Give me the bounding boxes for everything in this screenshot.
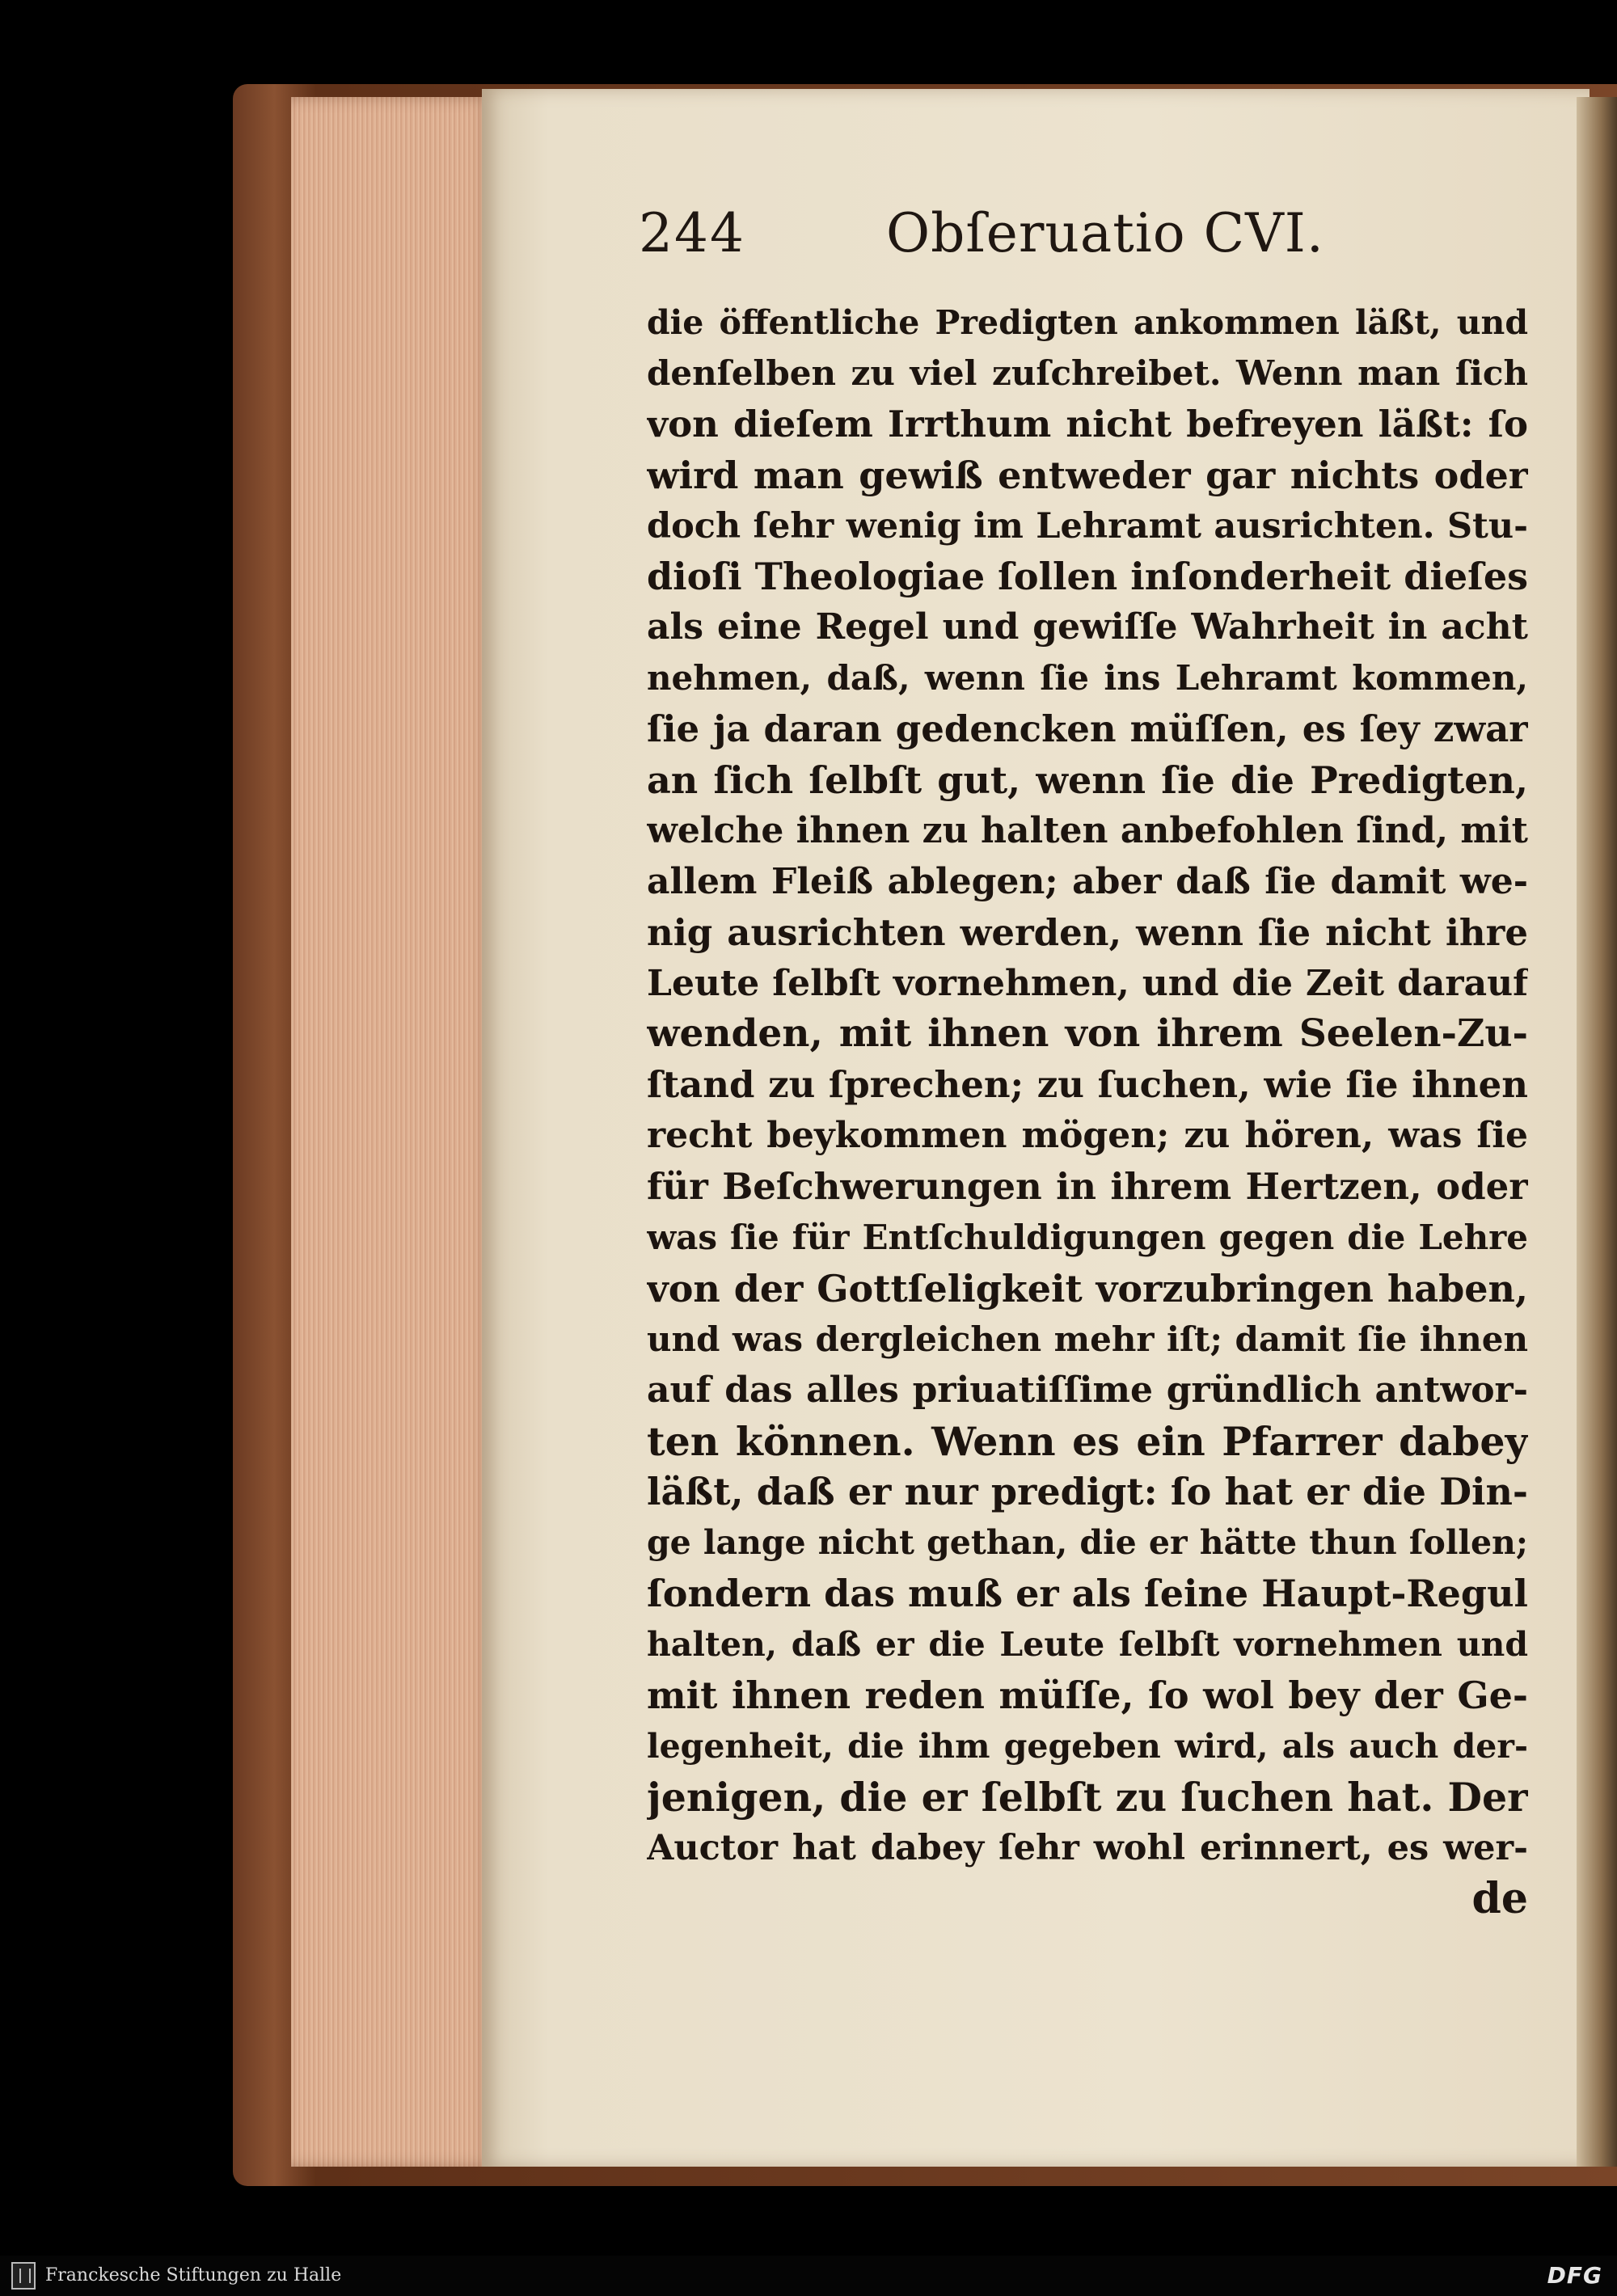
text-line: von der Gottſeligkeit vorzubringen haben, (647, 1266, 1528, 1310)
running-head: Obſeruatio CVI. (886, 202, 1324, 264)
facing-page-gutter (1577, 97, 1617, 2167)
text-line: läßt, daß er nur predigt: ſo hat er die Din- (647, 1470, 1528, 1514)
text-line: was ſie für Entſchuldigungen gegen die Lehre (647, 1218, 1528, 1258)
franckesche-stiftungen-logo-icon (11, 2262, 36, 2290)
text-line: ſtand zu ſprechen; zu ſuchen, wie ſie ihnen (647, 1063, 1528, 1107)
text-line: recht beykommen mögen; zu hören, was ſie (647, 1115, 1528, 1157)
page-header (639, 202, 1528, 275)
text-line: wenden, mit ihnen von ihrem Seelen-Zu- (647, 1011, 1528, 1057)
text-line: auf das alles priuatiſſime gründlich antwor- (647, 1369, 1528, 1411)
page-block-edge (291, 97, 493, 2167)
text-line: welche ihnen zu halten anbefohlen ſind, mit (647, 809, 1528, 851)
text-line: jenigen, die er ſelbſt zu ſuchen hat. Der (647, 1773, 1528, 1821)
text-line: nig ausrichten werden, wenn ſie nicht ihre (647, 910, 1528, 954)
text-line: ge lange nicht gethan, die er hätte thun ſollen; (647, 1523, 1528, 1563)
text-line: halten, daß er die Leute ſelbſt vornehmen und (647, 1625, 1528, 1665)
text-line: von dieſem Irrthum nicht befreyen läßt: ſo (647, 402, 1528, 445)
text-line: ten können. Wenn es ein Pfarrer dabey (647, 1417, 1528, 1465)
text-line: als eine Regel und gewiſſe Wahrheit in acht (647, 606, 1528, 648)
text-line: mit ihnen reden müſſe, ſo wol bey der Ge- (647, 1673, 1528, 1718)
text-line: legenheit, die ihm gegeben wird, als auch der- (647, 1726, 1528, 1766)
text-line: Leute ſelbſt vornehmen, und die Zeit darauf (647, 962, 1528, 1004)
body-text (647, 298, 1528, 1925)
text-line: ſondern das muß er als ſeine Haupt-Regul (647, 1572, 1528, 1616)
text-line: dioſi Theologiae ſollen inſonderheit dieſes (647, 555, 1528, 599)
text-line: und was dergleichen mehr iſt; damit ſie ihnen (647, 1319, 1528, 1359)
text-line: an ſich ſelbſt gut, wenn ſie die Predigten, (647, 758, 1528, 803)
catchword: de (1471, 1873, 1528, 1923)
text-line: nehmen, daß, wenn ſie ins Lehramt kommen, (647, 658, 1528, 699)
text-line: allem Fleiß ablegen; aber daß ſie damit we- (647, 860, 1528, 902)
text-line: Auctor hat dabey ſehr wohl erinnert, es wer- (647, 1827, 1528, 1868)
text-line: für Beſchwerungen in ihrem Hertzen, oder (647, 1165, 1528, 1209)
text-line: doch ſehr wenig im Lehramt ausrichten. Stu- (647, 505, 1528, 547)
page-number: 244 (639, 202, 745, 264)
institution-name: Franckesche Stiftungen zu Halle (45, 2265, 342, 2285)
dfg-logo: DFG (1547, 2262, 1602, 2289)
text-line: die öffentliche Predigten ankommen läßt, und (647, 303, 1528, 342)
text-line: ſie ja daran gedencken müſſen, es ſey zwar (647, 707, 1528, 751)
text-line: denſelben zu viel zuſchreibet. Wenn man ſich (647, 352, 1528, 393)
viewer-footer (0, 2256, 1617, 2296)
text-line: wird man gewiß entweder gar nichts oder (647, 453, 1528, 497)
